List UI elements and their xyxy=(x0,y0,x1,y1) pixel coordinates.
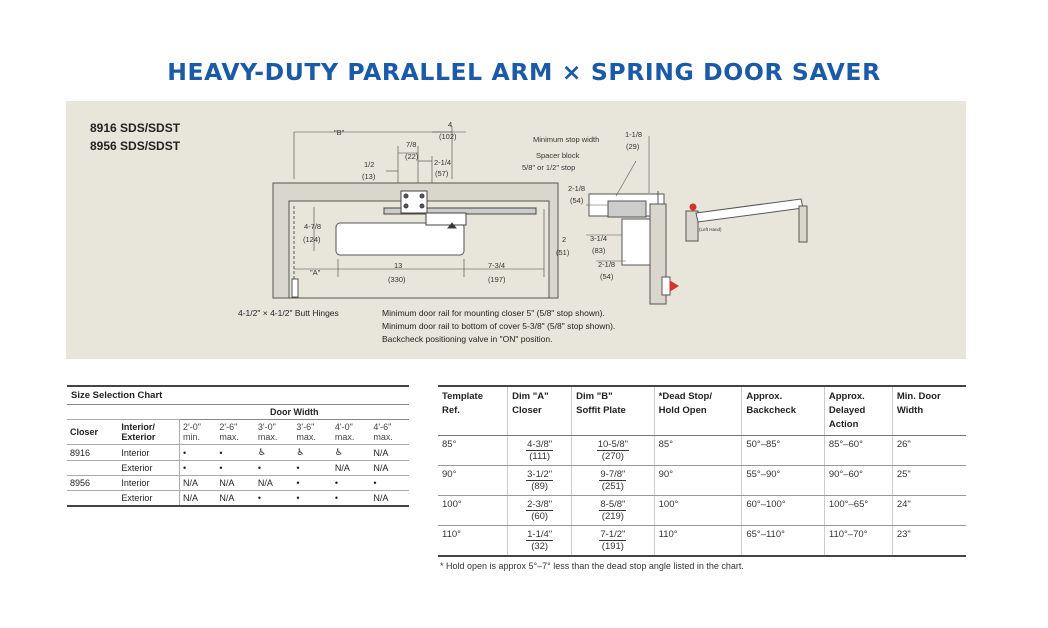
dim-mm: (60) xyxy=(531,511,549,522)
fit-cell: • xyxy=(332,491,371,507)
dim-in: 7-1/2" xyxy=(600,529,626,540)
size-chart-title: Size Selection Chart xyxy=(67,385,409,405)
table-row xyxy=(438,526,966,557)
dim-54b: (54) xyxy=(600,272,614,281)
fit-cell: • xyxy=(216,445,255,461)
stop-cell: 110° xyxy=(654,526,742,557)
page-title: HEAVY-DUTY PARALLEL ARM × SPRING DOOR SAVER xyxy=(167,58,881,86)
type-cell: Exterior xyxy=(118,461,179,476)
dim-7-8: 7/8 xyxy=(406,140,417,149)
note-line: Minimum door rail to bottom of cover 5-3/8" (5/8" stop shown). xyxy=(382,321,616,331)
dim-mm: (270) xyxy=(601,451,624,462)
ref-cell: 100° xyxy=(438,496,508,526)
fit-cell: • xyxy=(255,461,294,476)
dim-a-cell xyxy=(508,526,572,557)
door-width-header: Door Width xyxy=(180,405,410,420)
size-selection-chart xyxy=(67,385,409,507)
dim-2-1-4: 2-1/4 xyxy=(434,158,452,167)
closer-cell: 8956 xyxy=(67,476,118,491)
dim-in: 8-5/8" xyxy=(600,499,626,510)
dim-3-1-4: 3-1/4 xyxy=(590,234,608,243)
backcheck-cell: 60°–100° xyxy=(742,496,825,526)
note-line: Backcheck positioning valve in "ON" position. xyxy=(382,334,553,344)
size-chart-table xyxy=(67,405,409,507)
dim-a-cell xyxy=(508,466,572,496)
col-header: Approx. xyxy=(746,391,783,402)
col-header: *Dead Stop/ xyxy=(658,391,712,402)
dim-197: (197) xyxy=(488,275,506,284)
dim-mm: (251) xyxy=(601,481,624,492)
width-size: 3'-0" xyxy=(257,422,276,432)
dim-in: 10-5/8" xyxy=(597,439,629,450)
type-cell: Exterior xyxy=(118,491,179,507)
dim-124: (124) xyxy=(303,235,321,244)
dim-b-cell xyxy=(572,466,654,496)
note-line: Minimum door rail for mounting closer 5" (5/8" stop shown). xyxy=(382,308,605,318)
width-size: 2'-6" xyxy=(219,422,238,432)
ie-header: Exterior xyxy=(121,432,156,442)
backcheck-cell: 50°–85° xyxy=(742,436,825,466)
min-stop-label: Minimum stop width xyxy=(533,135,600,144)
width-size: 4'-0" xyxy=(334,422,353,432)
dim-1-1-8: 1-1/8 xyxy=(625,130,643,139)
col-header: Min. Door xyxy=(896,391,941,402)
dim-in: 1-1/4" xyxy=(527,529,553,540)
width-sub: max. xyxy=(257,432,278,442)
closer-cell: 8916 xyxy=(67,445,118,461)
plan-view xyxy=(686,199,807,242)
dim-2-1-8a: 2-1/8 xyxy=(568,184,586,193)
fit-cell: ♿ xyxy=(255,445,294,461)
dim-a-cell xyxy=(508,436,572,466)
dim-29: (29) xyxy=(626,142,640,151)
dim-51: (51) xyxy=(556,248,570,257)
fit-cell: N/A xyxy=(216,476,255,491)
fit-cell: N/A xyxy=(180,491,217,507)
min-width-cell: 26" xyxy=(892,436,966,466)
dim-b-cell xyxy=(572,436,654,466)
col-header: Backcheck xyxy=(746,405,796,416)
model-label: 8956 SDS/SDST xyxy=(90,139,181,153)
fit-cell: • xyxy=(255,491,294,507)
dim-in: 9-7/8" xyxy=(600,469,626,480)
backcheck-cell: 65°–110° xyxy=(742,526,825,557)
col-header: Delayed xyxy=(828,405,866,416)
table-row xyxy=(438,436,966,466)
fit-cell: • xyxy=(293,461,332,476)
fit-cell: N/A xyxy=(370,445,409,461)
delay-cell: 100°–65° xyxy=(824,496,892,526)
dim-b: "B" xyxy=(334,128,345,137)
table-row xyxy=(438,496,966,526)
min-width-cell: 23" xyxy=(892,526,966,557)
fit-cell: • xyxy=(332,476,371,491)
width-size: 3'-6" xyxy=(296,422,315,432)
dim-a-cell xyxy=(508,496,572,526)
fit-cell: N/A xyxy=(216,491,255,507)
template-header-row xyxy=(438,386,966,436)
dim-mm: (32) xyxy=(531,541,549,552)
fit-cell: • xyxy=(293,476,332,491)
fit-cell: • xyxy=(293,491,332,507)
dim-54a: (54) xyxy=(570,196,584,205)
col-header: Soffit Plate xyxy=(576,405,626,416)
width-sub: max. xyxy=(219,432,239,442)
dim-330: (330) xyxy=(388,275,406,284)
dim-2: 2 xyxy=(562,235,567,244)
closer-cell xyxy=(67,491,118,507)
table-row xyxy=(67,491,409,507)
dim-13in: 13 xyxy=(394,261,403,270)
fit-cell: N/A xyxy=(255,476,294,491)
fit-cell: • xyxy=(370,476,409,491)
fit-cell: • xyxy=(180,445,217,461)
model-label: 8916 SDS/SDST xyxy=(90,121,181,135)
dim-in: 3-1/2" xyxy=(527,469,553,480)
table-row xyxy=(67,476,409,491)
table-row xyxy=(67,445,409,461)
dim-mm: (191) xyxy=(601,541,624,552)
fit-cell: N/A xyxy=(370,461,409,476)
dim-102: (102) xyxy=(439,132,457,141)
dim-mm: (111) xyxy=(529,451,551,462)
col-header: Dim "A" xyxy=(512,391,549,402)
table-row xyxy=(67,461,409,476)
hinge xyxy=(292,279,298,297)
dim-83: (83) xyxy=(592,246,606,255)
col-header: Template xyxy=(442,391,484,402)
col-header: Hold Open xyxy=(658,405,707,416)
spacer-label: Spacer block xyxy=(536,151,580,160)
spacer-stop-label: 5/8" or 1/2" stop xyxy=(522,163,576,172)
col-header: Action xyxy=(828,419,859,430)
dim-7-3-4: 7-3/4 xyxy=(488,261,506,270)
dim-2-1-8b: 2-1/8 xyxy=(598,260,616,269)
dim-in: 4-3/8" xyxy=(527,439,553,450)
dim-57: (57) xyxy=(435,169,449,178)
min-width-cell: 25" xyxy=(892,466,966,496)
width-size: 2'-0" xyxy=(183,422,201,432)
template-table xyxy=(438,385,966,557)
width-sub: min. xyxy=(183,432,201,442)
dim-b-cell xyxy=(572,526,654,557)
fit-cell: N/A xyxy=(180,476,217,491)
fit-cell: ♿ xyxy=(332,445,371,461)
delay-cell: 85°–60° xyxy=(824,436,892,466)
butt-hinges-label: 4-1/2" × 4-1/2" Butt Hinges xyxy=(238,308,339,318)
dim-in: 2-3/8" xyxy=(527,499,553,510)
col-header: Dim "B" xyxy=(576,391,613,402)
fit-cell: • xyxy=(216,461,255,476)
col-header: Width xyxy=(896,405,924,416)
dim-mm: (219) xyxy=(601,511,624,522)
ie-header: Interior/ xyxy=(121,422,155,432)
ref-cell: 85° xyxy=(438,436,508,466)
width-sub: max. xyxy=(373,432,393,442)
fit-cell: N/A xyxy=(370,491,409,507)
table-row xyxy=(438,466,966,496)
min-width-cell: 24" xyxy=(892,496,966,526)
dim-4: 4 xyxy=(448,120,453,129)
width-size: 4'-6" xyxy=(373,422,392,432)
closer-header: Closer xyxy=(67,420,118,445)
closer-body xyxy=(336,223,464,255)
width-sub: max. xyxy=(296,432,316,442)
stop-cell: 90° xyxy=(654,466,742,496)
col-header: Ref. xyxy=(442,405,460,416)
type-cell: Interior xyxy=(118,476,179,491)
size-header-row xyxy=(67,420,409,445)
dim-1-2: 1/2 xyxy=(364,160,375,169)
dim-22: (22) xyxy=(405,152,419,161)
closer-cell xyxy=(67,461,118,476)
footnote: * Hold open is approx 5°–7° less than the dead stop angle listed in the chart. xyxy=(440,561,744,571)
dim-4-7-8: 4-7/8 xyxy=(304,222,322,231)
type-cell: Interior xyxy=(118,445,179,461)
stop-cell: 100° xyxy=(654,496,742,526)
col-header: Approx. xyxy=(828,391,865,402)
width-sub: max. xyxy=(334,432,355,442)
dim-13: (13) xyxy=(362,172,376,181)
fit-cell: ♿ xyxy=(293,445,332,461)
delay-cell: 110°–70° xyxy=(824,526,892,557)
left-hand-label: (Left Hand) xyxy=(699,227,722,232)
backcheck-cell: 55°–90° xyxy=(742,466,825,496)
col-header: Closer xyxy=(512,405,542,416)
fit-cell: • xyxy=(180,461,217,476)
dim-b-cell xyxy=(572,496,654,526)
dim-a: "A" xyxy=(310,268,321,277)
installation-diagram xyxy=(66,101,966,359)
ref-cell: 90° xyxy=(438,466,508,496)
dim-mm: (89) xyxy=(531,481,549,492)
ref-cell: 110° xyxy=(438,526,508,557)
delay-cell: 90°–60° xyxy=(824,466,892,496)
stop-cell: 85° xyxy=(654,436,742,466)
fit-cell: N/A xyxy=(332,461,371,476)
